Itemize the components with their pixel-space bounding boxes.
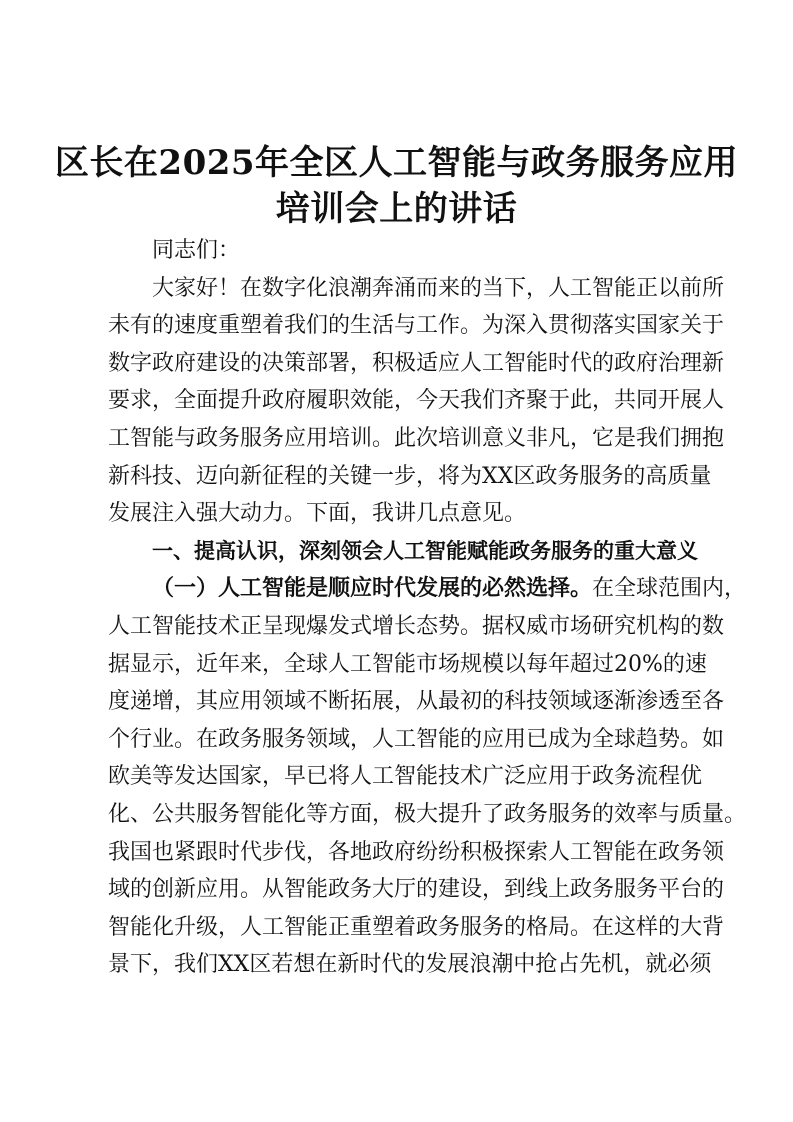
paragraph-section-1-1 <box>108 570 747 984</box>
title-line-2: 培训会上的讲话 <box>275 189 518 229</box>
paragraph-line: 大家好！在数字化浪潮奔涌而来的当下，人工智能正以前所 <box>152 275 725 301</box>
paragraph-line: 要求，全面提升政府履职效能，今天我们齐聚于此，共同开展人 <box>108 388 725 414</box>
paragraph-line <box>108 570 747 608</box>
paragraph-line: 我国也紧跟时代步伐，各地政府纷纷积极探索人工智能在政务领 <box>108 839 725 865</box>
paragraph-line: 新科技、迈向新征程的关键一步，将为XX区政务服务的高质量 <box>108 463 712 489</box>
paragraph-intro <box>108 270 725 533</box>
subsection-heading: （一）人工智能是顺应时代发展的必然选择。 <box>152 575 593 602</box>
paragraph-text: 在全球范围内， <box>592 576 747 602</box>
paragraph-line: 景下，我们XX区若想在新时代的发展浪潮中抢占先机，就必须 <box>108 952 712 978</box>
salutation: 同志们： <box>152 238 241 263</box>
paragraph-line: 数字政府建设的决策部署，积极适应人工智能时代的政府治理新 <box>108 350 725 376</box>
document-title <box>0 140 793 232</box>
paragraph-line: 人工智能技术正呈现爆发式增长态势。据权威市场研究机构的数 <box>108 613 725 639</box>
paragraph-line: 发展注入强大动力。下面，我讲几点意见。 <box>108 501 527 527</box>
paragraph-line: 工智能与政务服务应用培训。此次培训意义非凡，它是我们拥抱 <box>108 425 725 451</box>
paragraph-line: 化、公共服务智能化等方面，极大提升了政务服务的效率与质量。 <box>108 801 747 827</box>
paragraph-line: 据显示，近年来，全球人工智能市场规模以每年超过20%的速 <box>108 651 707 677</box>
paragraph-line: 未有的速度重塑着我们的生活与工作。为深入贯彻落实国家关于 <box>108 313 725 339</box>
section-heading-1: 一、提高认识，深刻领会人工智能赋能政务服务的重大意义 <box>152 538 698 563</box>
paragraph-line: 个行业。在政务服务领域，人工智能的应用已成为全球趋势。如 <box>108 726 725 752</box>
title-line-1: 区长在2025年全区人工智能与政务服务应用 <box>54 143 739 183</box>
paragraph-line: 域的创新应用。从智能政务大厅的建设，到线上政务服务平台的 <box>108 877 725 903</box>
paragraph-line: 智能化升级，人工智能正重塑着政务服务的格局。在这样的大背 <box>108 914 725 940</box>
document-body <box>108 232 747 984</box>
paragraph-line: 度递增，其应用领域不断拓展，从最初的科技领域逐渐渗透至各 <box>108 689 725 715</box>
paragraph-line: 欧美等发达国家，早已将人工智能技术广泛应用于政务流程优 <box>108 764 703 790</box>
